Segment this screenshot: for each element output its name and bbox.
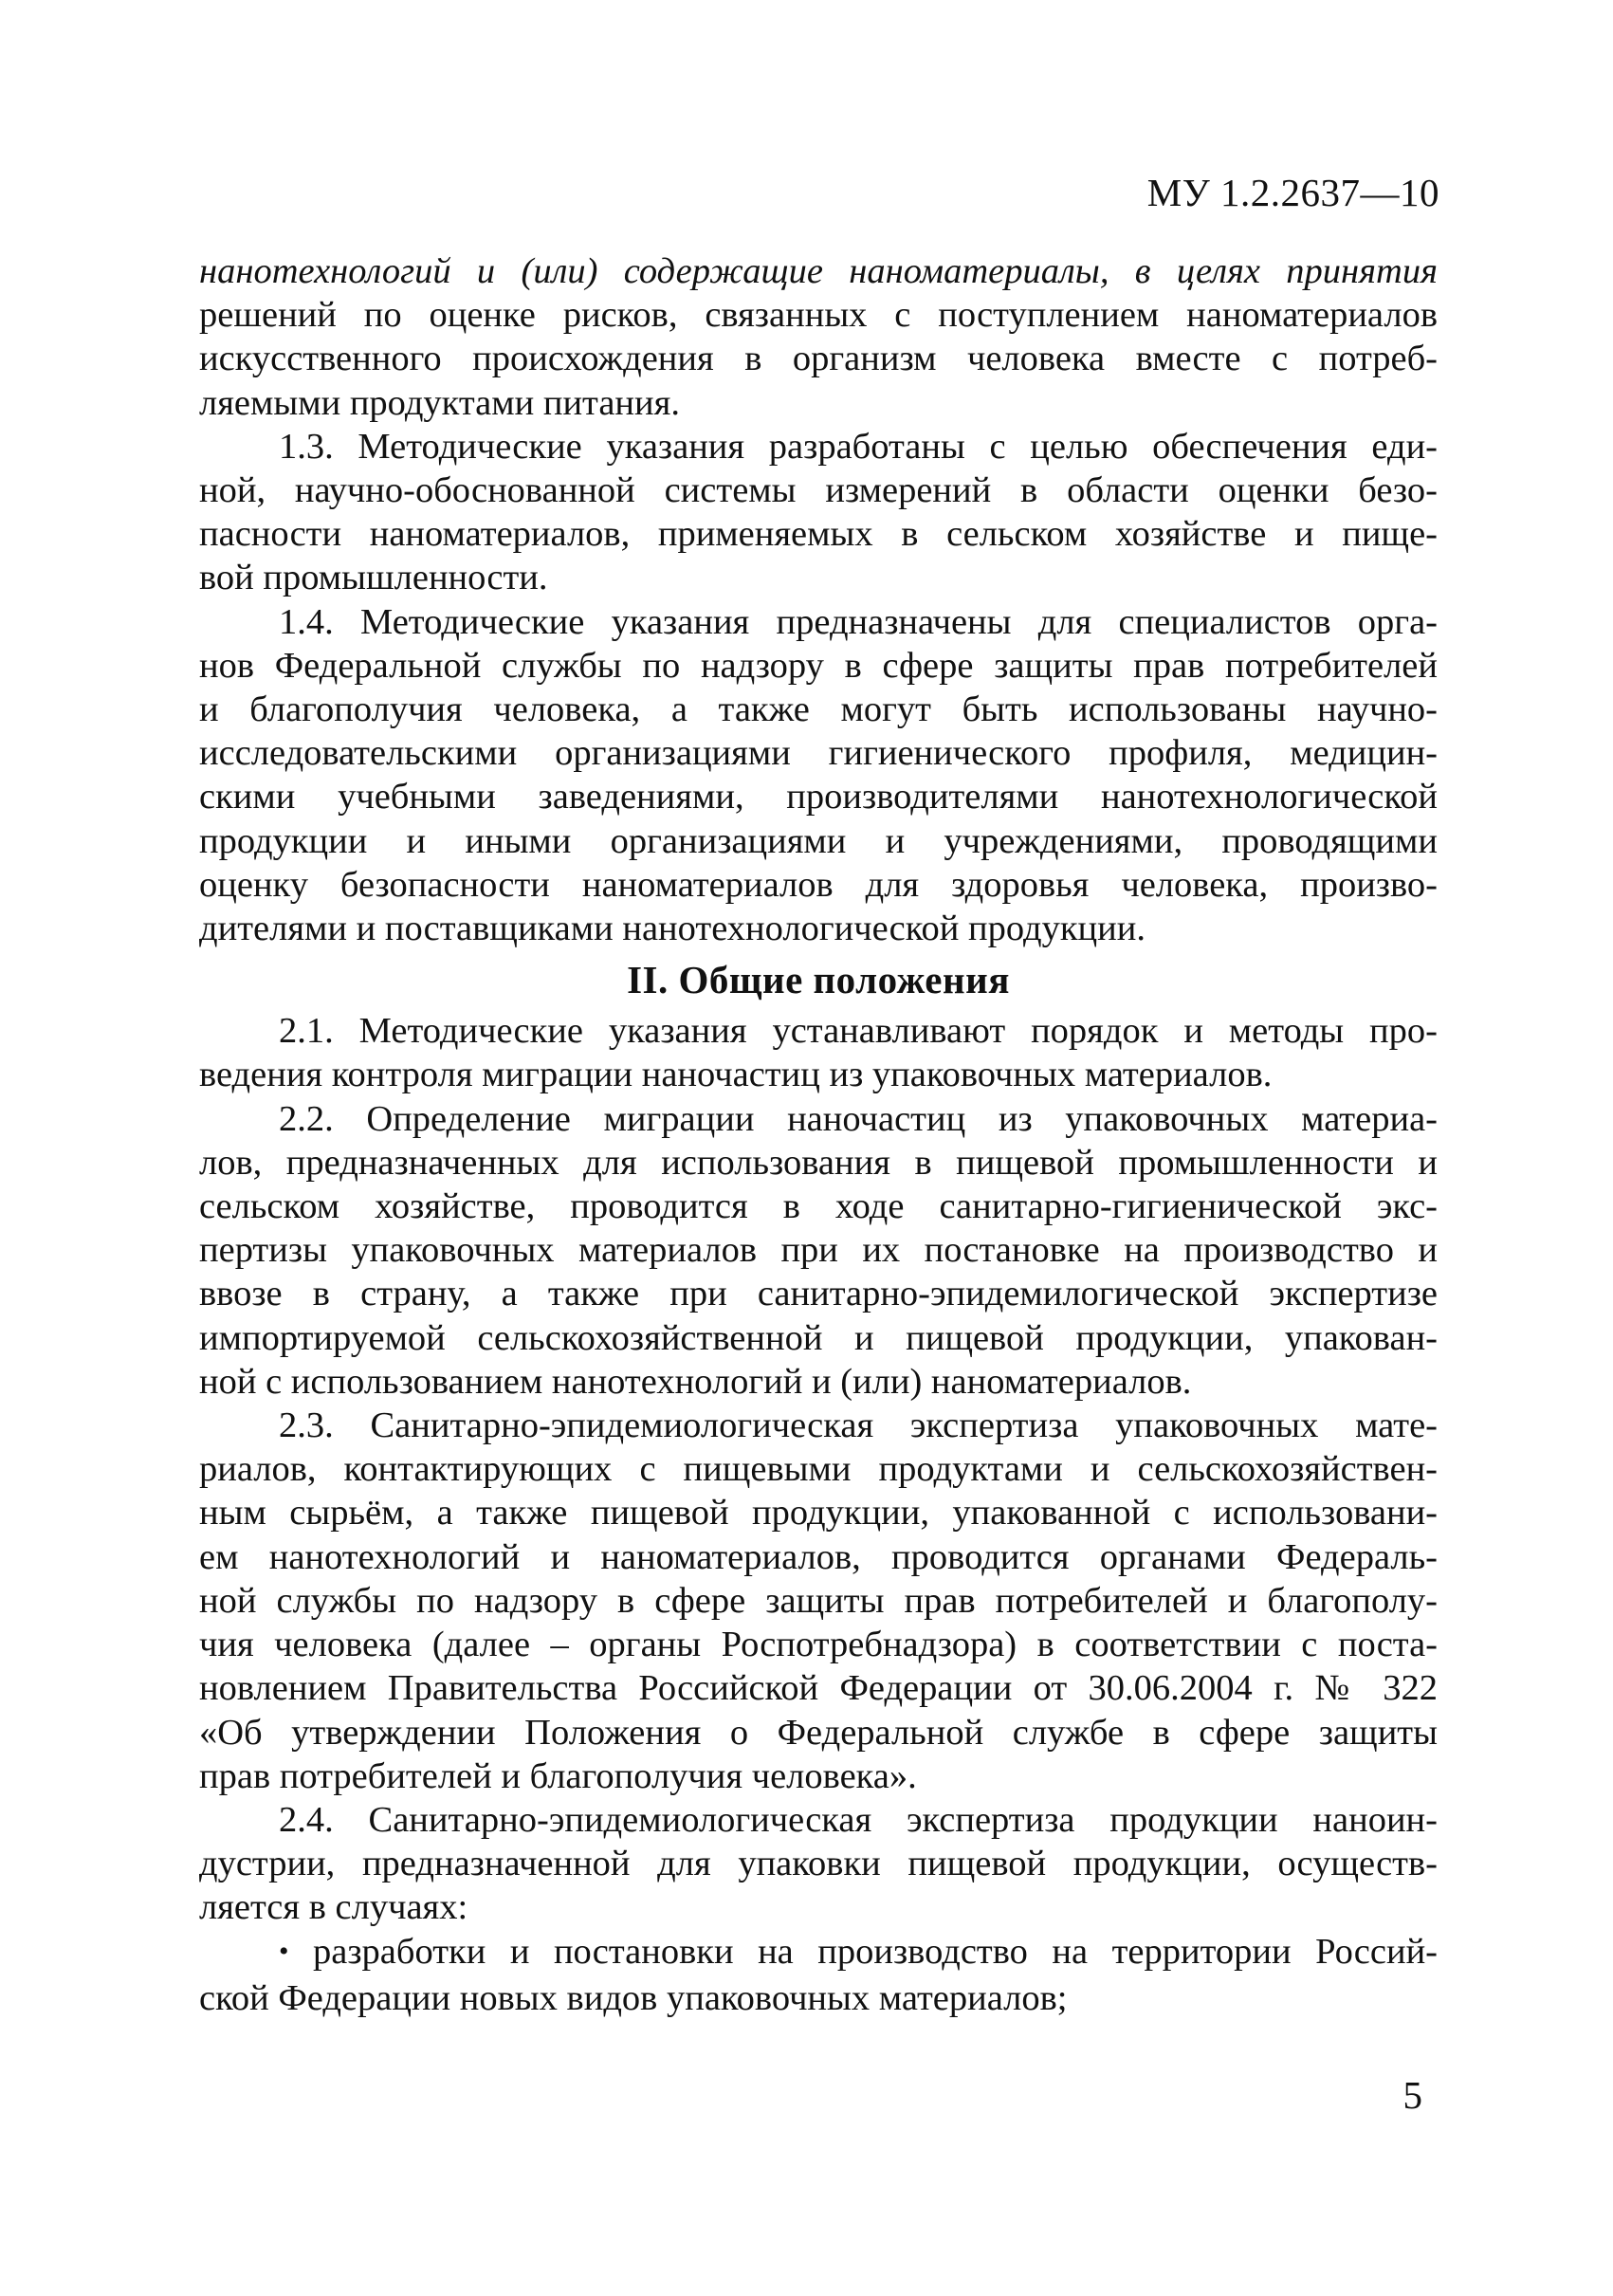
text-line: исследовательскими организациями гигиенического профиля, медицин- [199,733,1438,774]
paragraph-2-2-start: 2.2. Определение миграции наночастиц из упаковочных материа- [279,1098,1438,1139]
text-line: ной с использованием нанотехнологий и (или) наноматериалов. [199,1361,1192,1402]
text-line: ведения контроля миграции наночастиц из упаковочных материалов. [199,1055,1273,1095]
bullet-text: разработки и постановки на производство на территории Россий- [288,1931,1438,1972]
text-line: прав потребителей и благополучия человека». [199,1755,917,1796]
text-line: скими учебными заведениями, производителями нанотехнологической [199,777,1438,817]
text-line: пертизы упаковочных материалов при их постановке на производство и [199,1230,1438,1271]
text-line: продукции и иными организациями и учреждениями, проводящими [199,820,1438,861]
text-line: ем нанотехнологий и наноматериалов, проводится органами Федераль- [199,1536,1438,1577]
text-line: дустрии, предназначенной для упаковки пищевой продукции, осуществ- [199,1844,1438,1884]
document-code-header: МУ 1.2.2637—10 [1146,171,1439,214]
text-line: ной службы по надзору в сфере защиты прав потребителей и благополу- [199,1580,1438,1621]
text-line: искусственного происхождения в организм человека вместе с потреб- [199,339,1438,379]
text-line: чия человека (далее – органы Роспотребнадзора) в соответствии с поста- [199,1625,1438,1665]
paragraph-2-4-start: 2.4. Санитарно-эпидемиологическая экспертиза продукции наноин- [279,1799,1438,1840]
text-line: лов, предназначенных для использования в пищевой промышленности и [199,1142,1438,1183]
text-line: вой промышленности. [199,558,548,598]
paragraph-2-3-start: 2.3. Санитарно-эпидемиологическая экспертиза упаковочных мате- [279,1405,1438,1446]
bullet-icon: • [279,1935,289,1967]
text-line: ляется в случаях: [199,1887,468,1928]
paragraph-1-3-start: 1.3. Методические указания разработаны с целью обеспечения еди- [279,426,1438,467]
text-line: импортируемой сельскохозяйственной и пищевой продукции, упакован- [199,1317,1438,1358]
text-line: новлением Правительства Российской Федерации от 30.06.2004 г. № 322 [199,1668,1438,1709]
text-line: и благополучия человека, а также могут быть использованы научно- [199,689,1438,730]
text-line: нов Федеральной службы по надзору в сфере защиты прав потребителей [199,645,1438,686]
document-body [199,249,1438,2020]
text-line: ным сырьём, а также пищевой продукции, упакованной с использовани- [199,1493,1438,1534]
text-line: решений по оценке рисков, связанных с поступлением наноматериалов [199,295,1438,336]
page-number: 5 [1402,2073,1422,2117]
paragraph-1-4-start: 1.4. Методические указания предназначены для специалистов орга- [279,601,1438,642]
text-line: дителями и поставщиками нанотехнологической продукции. [199,909,1146,949]
text-line: ной, научно-обоснованной системы измерений в области оценки безо- [199,470,1438,511]
text-line: ской Федерации новых видов упаковочных материалов; [199,1977,1068,2018]
text-line: нанотехнологий и (или) содержащие наноматериалы, в целях принятия [199,251,1438,291]
text-line: ляемыми продуктами питания. [199,382,680,423]
text-line: «Об утверждении Положения о Федеральной службе в сфере защиты [199,1712,1438,1753]
text-line: ввозе в страну, а также при санитарно-эпидемилогической экспертизе [199,1274,1438,1314]
section-heading: II. Общие положения [627,958,1010,1002]
text-line: риалов, контактирующих с пищевыми продуктами и сельскохозяйствен- [199,1449,1438,1490]
paragraph-2-1-start: 2.1. Методические указания устанавливают порядок и методы про- [279,1011,1438,1052]
text-line: оценку безопасности наноматериалов для здоровья человека, произво- [199,864,1438,905]
bullet-item [199,1930,1438,1976]
text-line: сельском хозяйстве, проводится в ходе санитарно-гигиенической экс- [199,1186,1438,1227]
text-line: пасности наноматериалов, применяемых в сельском хозяйстве и пище- [199,514,1438,555]
